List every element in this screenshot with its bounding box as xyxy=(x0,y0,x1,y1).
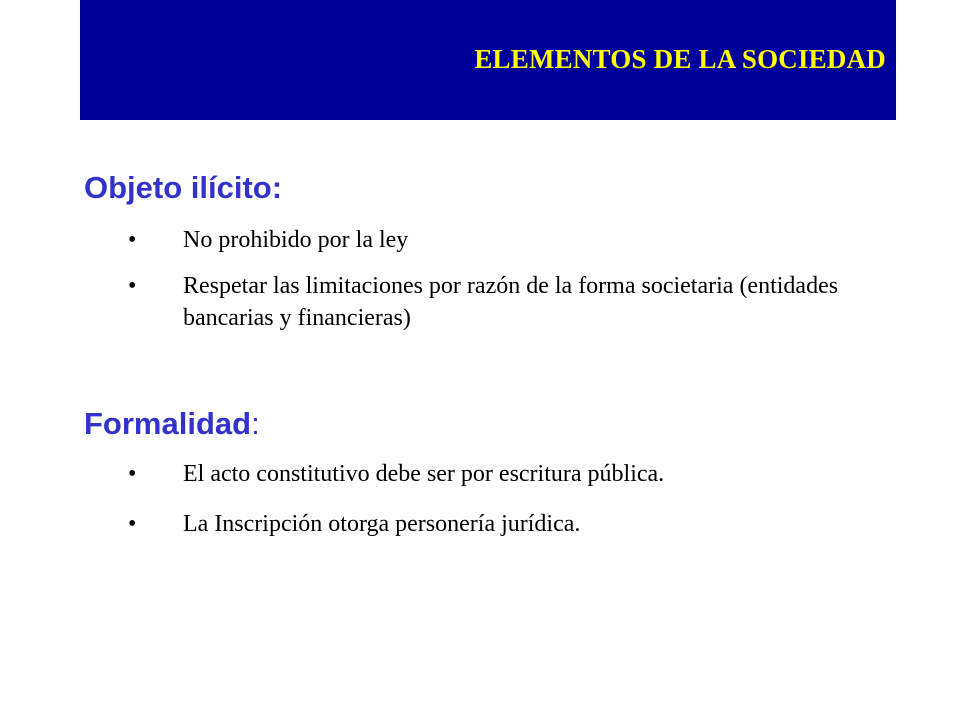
bullet-icon: • xyxy=(128,461,137,487)
section-heading-formalidad-colon: : xyxy=(251,406,260,441)
section-heading-formalidad xyxy=(84,406,260,442)
bullet-text: La Inscripción otorga personería jurídica. xyxy=(183,511,581,537)
bullet-text: El acto constitutivo debe ser por escritura pública. xyxy=(183,461,665,487)
section-heading-objeto-colon: : xyxy=(271,170,283,205)
section-heading-objeto xyxy=(84,170,282,206)
bullet-text: Respetar las limitaciones por razón de la forma societaria (entidades bancarias y financieras) xyxy=(183,273,839,331)
bullet-icon: • xyxy=(128,511,137,537)
section-heading-formalidad-label: Formalidad xyxy=(84,406,252,441)
slide-title: ELEMENTOS DE LA SOCIEDAD xyxy=(474,44,886,74)
bullet-text: No prohibido por la ley xyxy=(183,227,409,253)
title-banner xyxy=(80,0,896,120)
bullet-icon: • xyxy=(128,273,137,299)
section-heading-objeto-label: Objeto ilícito xyxy=(84,170,272,205)
bullet-icon: • xyxy=(128,227,137,253)
